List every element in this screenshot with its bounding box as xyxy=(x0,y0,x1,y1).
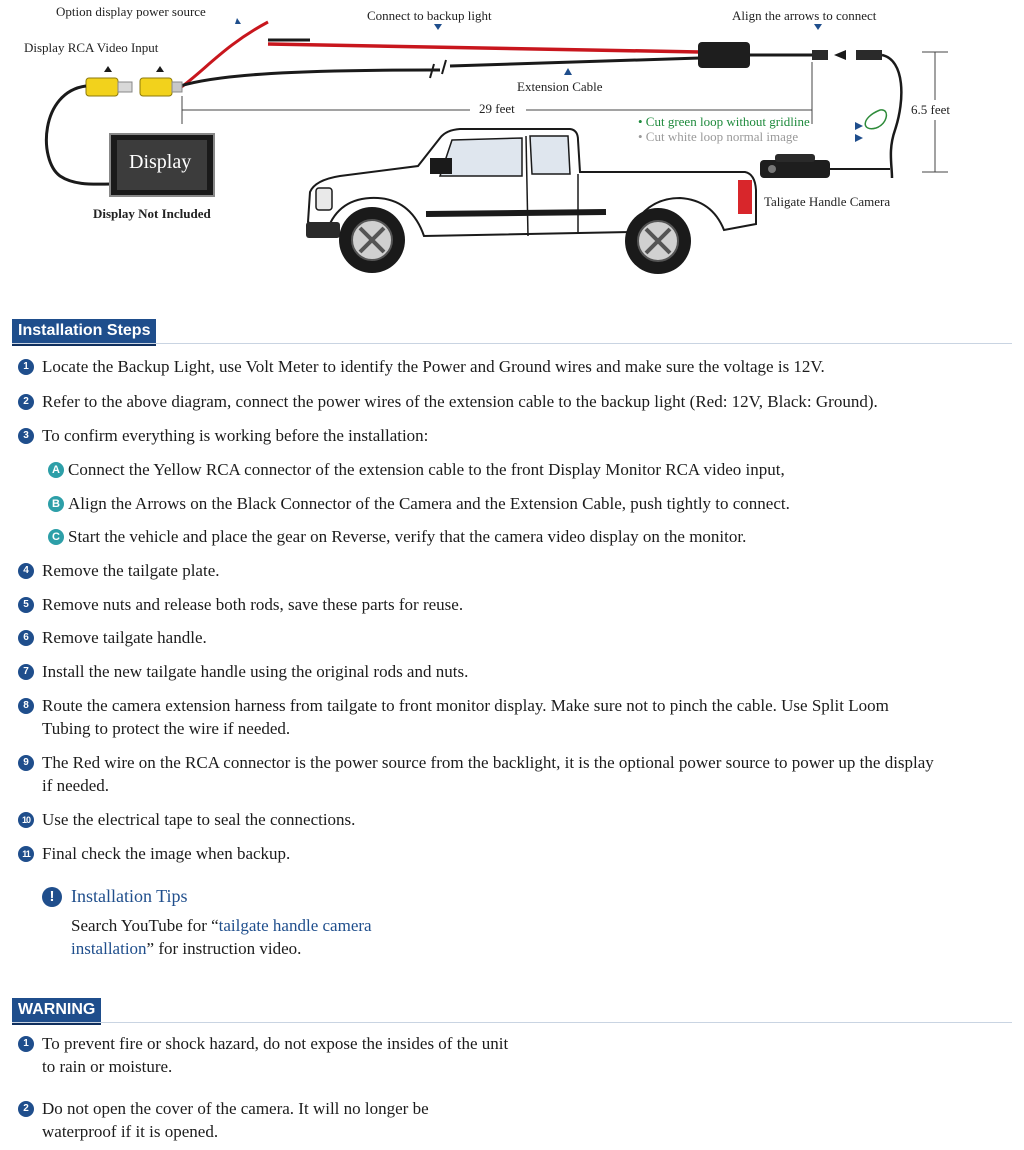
step-text: To confirm everything is working before the installation: xyxy=(42,426,429,445)
substep-text: Connect the Yellow RCA connector of the extension cable to the front Display Monitor RCA video input, xyxy=(68,460,785,479)
substep-c xyxy=(48,525,1008,548)
warning-text: To prevent fire or shock hazard, do not expose the insides of the unit to rain or moisture. xyxy=(42,1034,509,1076)
step-text: Refer to the above diagram, connect the power wires of the extension cable to the backup light (Red: 12V, Black: Ground). xyxy=(42,392,878,411)
substep-letter-badge: B xyxy=(48,496,64,512)
step-number-badge: 2 xyxy=(18,394,34,410)
step-4 xyxy=(18,559,1008,582)
step-number-badge: 9 xyxy=(18,755,34,771)
step-text: Install the new tailgate handle using the original rods and nuts. xyxy=(42,662,469,681)
label-display-not-included: Display Not Included xyxy=(93,206,211,221)
step-number-badge: 10 xyxy=(18,812,34,828)
display-cable xyxy=(46,86,112,184)
step-3 xyxy=(18,424,1008,447)
tailgate-camera-icon xyxy=(760,154,890,178)
tips-post-text: ” for instruction video. xyxy=(146,939,302,958)
green-loop xyxy=(865,110,886,129)
installation-rule xyxy=(12,343,1012,344)
step-11 xyxy=(18,842,1008,865)
rca-connector-icon xyxy=(86,66,182,96)
warning-text: Do not open the cover of the camera. It will no longer be waterproof if it is opened. xyxy=(42,1099,429,1141)
substep-b xyxy=(48,492,1008,515)
warning-item-2 xyxy=(18,1097,488,1143)
step-number-badge: 6 xyxy=(18,630,34,646)
warning-rule xyxy=(12,1022,1012,1023)
exclamation-icon: ! xyxy=(42,887,62,907)
substep-letter-badge: A xyxy=(48,462,64,478)
step-text: Remove nuts and release both rods, save these parts for reuse. xyxy=(42,595,464,614)
step-number-badge: 1 xyxy=(18,359,34,375)
label-option-power: Option display power source xyxy=(56,4,206,19)
step-text: Route the camera extension harness from tailgate to front monitor display. Make sure not to pinch the cable. Use Split Loom Tubing to protect the wire if needed. xyxy=(42,696,889,738)
label-rca-input: Display RCA Video Input xyxy=(24,40,159,55)
step-6 xyxy=(18,626,1008,649)
camera-side-connector xyxy=(856,50,882,60)
step-text: Remove tailgate handle. xyxy=(42,628,207,647)
step-number-badge: 7 xyxy=(18,664,34,680)
tips-search-link[interactable]: tailgate handle camera installation xyxy=(71,916,372,958)
black-connector-icon xyxy=(698,42,750,68)
label-align-arrows: Align the arrows to connect xyxy=(732,8,877,23)
label-29-feet: 29 feet xyxy=(476,101,518,117)
step-text: Use the electrical tape to seal the connections. xyxy=(42,810,356,829)
step-number-badge: 3 xyxy=(18,428,34,444)
step-number-badge: 4 xyxy=(18,563,34,579)
red-backup-wire xyxy=(268,44,700,52)
installation-tips-body xyxy=(71,914,451,960)
step-number-badge: 5 xyxy=(18,597,34,613)
step-1 xyxy=(18,355,1008,378)
substep-text: Align the Arrows on the Black Connector of the Camera and the Extension Cable, push tightly to connect. xyxy=(68,494,790,513)
warning-number-badge: 1 xyxy=(18,1036,34,1052)
step-number-badge: 11 xyxy=(18,846,34,862)
step-text: The Red wire on the RCA connector is the power source from the backlight, it is the optional power source to power up the display if needed. xyxy=(42,753,934,795)
step-5 xyxy=(18,593,1008,616)
tips-pre-text: Search YouTube for “ xyxy=(71,916,219,935)
display-screen-label: Display xyxy=(129,151,192,173)
warning-number-badge: 2 xyxy=(18,1101,34,1117)
installation-tips-title xyxy=(42,886,188,907)
warning-heading: WARNING xyxy=(12,998,101,1025)
warning-item-1 xyxy=(18,1032,518,1078)
substep-a xyxy=(48,458,1008,481)
label-extension-cable: Extension Cable xyxy=(517,79,603,94)
wiring-diagram xyxy=(0,0,1024,290)
tips-title-text: Installation Tips xyxy=(71,886,188,906)
label-cut-green: • Cut green loop without gridline xyxy=(638,114,810,129)
step-number-badge: 8 xyxy=(18,698,34,714)
step-9 xyxy=(18,751,938,797)
label-camera: Taligate Handle Camera xyxy=(764,194,891,209)
label-cut-white: • Cut white loop normal image xyxy=(638,129,799,144)
label-backup-light: Connect to backup light xyxy=(367,8,492,23)
step-text: Final check the image when backup. xyxy=(42,844,291,863)
substep-letter-badge: C xyxy=(48,529,64,545)
step-2 xyxy=(18,390,1013,413)
installation-steps-heading: Installation Steps xyxy=(12,319,156,346)
step-7 xyxy=(18,660,1008,683)
step-10 xyxy=(18,808,1008,831)
step-text: Remove the tailgate plate. xyxy=(42,561,220,580)
extension-cable xyxy=(180,70,440,86)
substep-text: Start the vehicle and place the gear on Reverse, verify that the camera video display on the monitor. xyxy=(68,527,747,546)
label-6-5-feet: 6.5 feet xyxy=(911,100,950,120)
step-text: Locate the Backup Light, use Volt Meter to identify the Power and Ground wires and make sure the voltage is 12V. xyxy=(42,357,825,376)
pickup-truck-icon xyxy=(306,129,756,274)
step-8 xyxy=(18,694,938,740)
